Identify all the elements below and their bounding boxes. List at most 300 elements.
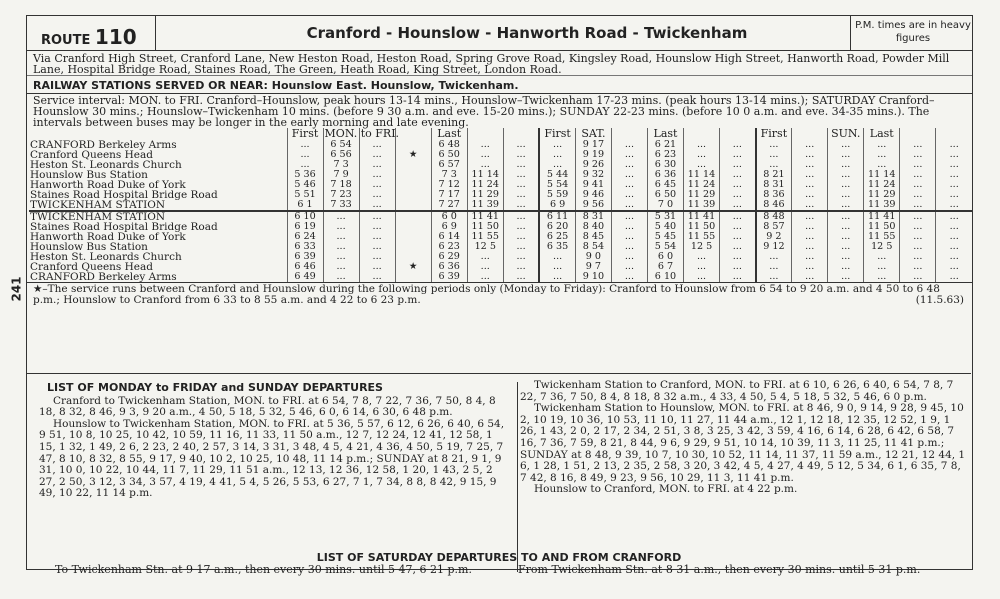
- time-cell: 6 9: [539, 200, 575, 211]
- time-cell: [395, 170, 431, 180]
- time-cell: 7 12: [431, 180, 467, 190]
- list-paragraph: Twickenham Station to Hounslow, MON. to FRI. at 8 46, 9 0, 9 14, 9 28, 9 45, 10 2, 10 19, 10 36, 10 53, 11 10, 11 27, 11 44 a.m., 12 1, 12 18, 12 35, 12 52, 1 9, 1 26, 1 43, 2 0, 2 17, 2 34, 2 51, 3 8, 3 25, 3 42, 3 59, 4 16, 6 14, 6 28, 6 42, 6 58, 7 16, 7 36, 7 59, 8 21, 8 44, 9 6, 9 29, 9 51, 10 14, 10 39, 11 3, 11 25, 11 41 p.m.; SUNDAY at 8 48, 9 39, 10 7, 10 30, 10 52, 11 14, 11 37, 11 59 a.m., 12 21, 12 44, 1 6, 1 28, 1 51, 2 13, 2 35, 2 58, 3 20, 3 42, 4 5, 4 27, 4 49, 5 12, 5 34, 6 1, 6 35, 7 8, 7 42, 8 16, 8 49, 9 23, 9 56, 10 29, 11 3, 11 41 p.m.: [520, 402, 966, 484]
- time-cell: ...: [467, 252, 503, 262]
- time-cell: ...: [936, 140, 972, 150]
- time-cell: ...: [936, 160, 972, 170]
- time-cell: 11 24: [467, 180, 503, 190]
- time-cell: ...: [611, 160, 647, 170]
- time-cell: 11 41: [684, 211, 720, 222]
- time-cell: 11 39: [467, 200, 503, 211]
- column-header: SUN.: [828, 128, 864, 140]
- column-header: SAT.: [575, 128, 611, 140]
- time-cell: 9 19: [575, 150, 611, 160]
- time-cell: 7 9: [323, 170, 359, 180]
- time-cell: ...: [936, 190, 972, 200]
- time-cell: 7 27: [431, 200, 467, 211]
- time-cell: ...: [936, 211, 972, 222]
- time-cell: ...: [792, 180, 828, 190]
- time-cell: ...: [900, 252, 936, 262]
- time-cell: 6 24: [287, 232, 323, 242]
- time-cell: ...: [503, 252, 539, 262]
- time-cell: ...: [756, 150, 792, 160]
- time-cell: 5 54: [539, 180, 575, 190]
- time-cell: ...: [359, 272, 395, 282]
- time-cell: ...: [323, 252, 359, 262]
- time-cell: [395, 200, 431, 211]
- time-cell: ...: [864, 252, 900, 262]
- time-cell: 8 46: [756, 200, 792, 211]
- time-cell: 6 57: [431, 160, 467, 170]
- time-cell: 6 54: [323, 140, 359, 150]
- time-cell: 11 50: [864, 222, 900, 232]
- timetable: [29, 128, 972, 282]
- list-title: LIST OF MONDAY to FRIDAY and SUNDAY DEPARTURES: [47, 381, 383, 394]
- time-cell: [395, 160, 431, 170]
- time-cell: ...: [287, 150, 323, 160]
- time-cell: ...: [792, 211, 828, 222]
- time-cell: ...: [684, 150, 720, 160]
- time-cell: ...: [792, 190, 828, 200]
- column-header: Last: [431, 128, 467, 140]
- time-cell: ...: [936, 262, 972, 272]
- time-cell: 5 54: [647, 242, 683, 252]
- time-cell: ...: [503, 170, 539, 180]
- time-cell: 8 21: [756, 170, 792, 180]
- stop-name: Hounslow Bus Station: [30, 241, 148, 253]
- time-cell: ...: [756, 160, 792, 170]
- time-cell: ...: [503, 262, 539, 272]
- time-cell: ...: [900, 222, 936, 232]
- time-cell: 12 5: [467, 242, 503, 252]
- time-cell: ...: [611, 140, 647, 150]
- time-cell: ...: [359, 200, 395, 211]
- footnote-text: ★–The service runs between Cranford and Hounslow during the following periods only (Monday to Friday): Cranford to Hounslow from 6 54 to 9 20 a.m. and 4 50 to 6 48 p.m.; Hounslow to Cranford from 6 33 to 8 55 a.m. and 4 22 to 6 23 p.m.: [33, 283, 940, 306]
- list-paragraph: Hounslow to Cranford, MON. to FRI. at 4 22 p.m.: [534, 483, 798, 496]
- time-cell: ...: [359, 222, 395, 232]
- time-cell: ...: [828, 262, 864, 272]
- time-cell: ...: [828, 180, 864, 190]
- time-cell: ...: [792, 160, 828, 170]
- time-cell: ...: [900, 150, 936, 160]
- list-paragraph: Twickenham Station to Cranford, MON. to FRI. at 6 10, 6 26, 6 40, 6 54, 7 8, 7 22, 7 36, 7 50, 8 4, 8 18, 8 32 a.m., 4 33, 4 50, 5 4, 5 18, 5 32, 5 46, 6 0 p.m.: [520, 379, 954, 403]
- time-cell: ★: [395, 262, 431, 272]
- time-cell: ...: [539, 160, 575, 170]
- time-cell: ...: [611, 180, 647, 190]
- time-cell: ...: [684, 252, 720, 262]
- time-cell: ...: [828, 242, 864, 252]
- time-cell: [395, 232, 431, 242]
- time-cell: 11 50: [684, 222, 720, 232]
- time-cell: ...: [611, 272, 647, 282]
- time-cell: 8 54: [575, 242, 611, 252]
- time-cell: 8 57: [756, 222, 792, 232]
- time-cell: 6 46: [287, 262, 323, 272]
- time-cell: ...: [359, 170, 395, 180]
- route-label: [41, 25, 137, 49]
- time-cell: 5 46: [287, 180, 323, 190]
- revision-date: (11.5.63): [915, 294, 964, 306]
- time-cell: 9 32: [575, 170, 611, 180]
- time-cell: ...: [611, 211, 647, 222]
- time-cell: 6 23: [647, 150, 683, 160]
- time-cell: 6 39: [431, 272, 467, 282]
- time-cell: 6 23: [431, 242, 467, 252]
- column-header: First: [756, 128, 792, 140]
- time-cell: ...: [828, 200, 864, 211]
- time-cell: ...: [539, 252, 575, 262]
- time-cell: ...: [611, 232, 647, 242]
- table-row: [29, 190, 972, 200]
- time-cell: ...: [720, 150, 756, 160]
- time-cell: 6 50: [431, 150, 467, 160]
- time-cell: ...: [864, 262, 900, 272]
- time-cell: 6 7: [647, 262, 683, 272]
- time-cell: 6 11: [539, 211, 575, 222]
- time-cell: 11 24: [684, 180, 720, 190]
- time-cell: 11 41: [467, 211, 503, 222]
- time-cell: ...: [359, 190, 395, 200]
- time-cell: ...: [720, 180, 756, 190]
- time-cell: ...: [936, 170, 972, 180]
- time-cell: ...: [792, 232, 828, 242]
- time-cell: ...: [720, 170, 756, 180]
- time-cell: 6 25: [539, 232, 575, 242]
- stop-name: CRANFORD Berkeley Arms: [30, 271, 177, 283]
- time-cell: ...: [792, 252, 828, 262]
- column-header: Last: [864, 128, 900, 140]
- stop-name: Heston St. Leonards Church: [30, 251, 182, 263]
- time-cell: ...: [467, 140, 503, 150]
- saturday-to: To Twickenham Stn. at 9 17 a.m., then every 30 mins. until 5 47, 6 21 p.m.: [55, 563, 472, 576]
- time-cell: 6 0: [431, 211, 467, 222]
- time-cell: ...: [756, 262, 792, 272]
- time-cell: ...: [359, 140, 395, 150]
- route-via: Via Cranford High Street, Cranford Lane, New Heston Road, Heston Road, Spring Grove Road, Kingsley Road, Hounslow High Street, Hanworth Road, Powder Mill Lane, Hospital Bridge Road, Staines Road, The Green, Heath Road, King Street, London Road.: [33, 52, 950, 76]
- time-cell: 6 21: [647, 140, 683, 150]
- time-cell: 6 36: [647, 170, 683, 180]
- time-cell: ...: [720, 211, 756, 222]
- time-cell: ...: [720, 232, 756, 242]
- time-cell: ...: [936, 272, 972, 282]
- time-cell: 11 39: [684, 200, 720, 211]
- table-row: [29, 140, 972, 150]
- time-cell: 7 17: [431, 190, 467, 200]
- time-cell: ...: [864, 272, 900, 282]
- time-cell: ...: [359, 232, 395, 242]
- time-cell: 9 46: [575, 190, 611, 200]
- time-cell: ...: [611, 150, 647, 160]
- time-cell: 9 7: [575, 262, 611, 272]
- time-cell: ...: [287, 160, 323, 170]
- time-cell: 6 33: [287, 242, 323, 252]
- time-cell: ...: [503, 222, 539, 232]
- time-cell: ...: [611, 252, 647, 262]
- table-row: [29, 160, 972, 170]
- time-cell: 6 1: [287, 200, 323, 211]
- time-cell: ...: [720, 222, 756, 232]
- time-cell: ...: [792, 170, 828, 180]
- railway-stations: RAILWAY STATIONS SERVED OR NEAR: Hounslow East. Hounslow, Twickenham.: [27, 75, 972, 94]
- stop-name: Hanworth Road Duke of York: [30, 179, 186, 191]
- time-cell: ...: [720, 242, 756, 252]
- time-cell: ...: [323, 211, 359, 222]
- time-cell: 11 14: [864, 170, 900, 180]
- time-cell: ...: [792, 150, 828, 160]
- time-cell: ...: [828, 160, 864, 170]
- time-cell: 5 51: [287, 190, 323, 200]
- time-cell: ...: [792, 242, 828, 252]
- page-number: 241: [9, 276, 24, 302]
- time-cell: 7 3: [323, 160, 359, 170]
- table-row: [29, 232, 972, 242]
- time-cell: ...: [792, 200, 828, 211]
- time-cell: 6 35: [539, 242, 575, 252]
- time-cell: 11 14: [684, 170, 720, 180]
- time-cell: ...: [936, 200, 972, 211]
- time-cell: ...: [900, 140, 936, 150]
- time-cell: ...: [828, 150, 864, 160]
- time-cell: ...: [359, 211, 395, 222]
- stop-name: TWICKENHAM STATION: [30, 199, 166, 211]
- header: [27, 16, 972, 51]
- time-cell: ...: [503, 211, 539, 222]
- time-cell: ...: [720, 272, 756, 282]
- time-cell: ...: [900, 272, 936, 282]
- stop-name: TWICKENHAM STATION: [29, 211, 287, 222]
- time-cell: 11 29: [864, 190, 900, 200]
- table-row: [29, 252, 972, 262]
- list-right: [520, 380, 968, 496]
- time-cell: ...: [323, 262, 359, 272]
- time-cell: 6 45: [647, 180, 683, 190]
- time-cell: ...: [828, 190, 864, 200]
- time-cell: ...: [900, 211, 936, 222]
- time-cell: 6 10: [287, 211, 323, 222]
- time-cell: [395, 211, 431, 222]
- time-cell: 6 39: [287, 252, 323, 262]
- time-cell: 5 36: [287, 170, 323, 180]
- time-cell: ...: [503, 242, 539, 252]
- time-cell: 11 14: [467, 170, 503, 180]
- time-cell: ...: [503, 190, 539, 200]
- time-cell: 7 23: [323, 190, 359, 200]
- time-cell: ...: [611, 200, 647, 211]
- time-cell: ...: [503, 160, 539, 170]
- time-cell: ...: [359, 252, 395, 262]
- time-cell: ...: [720, 252, 756, 262]
- footnote: [27, 282, 972, 307]
- time-cell: 11 29: [467, 190, 503, 200]
- time-cell: ...: [467, 160, 503, 170]
- time-cell: 9 12: [756, 242, 792, 252]
- time-cell: 7 0: [647, 200, 683, 211]
- route-title: Cranford - Hounslow - Hanworth Road - Twickenham: [306, 24, 748, 42]
- time-cell: ...: [864, 140, 900, 150]
- time-cell: [395, 180, 431, 190]
- time-cell: [395, 222, 431, 232]
- time-cell: 5 44: [539, 170, 575, 180]
- time-cell: ...: [684, 160, 720, 170]
- column-header: First: [539, 128, 575, 140]
- column-divider: [517, 382, 518, 572]
- time-cell: ...: [503, 200, 539, 211]
- list-left: [39, 380, 512, 500]
- time-cell: 8 31: [575, 211, 611, 222]
- time-cell: ...: [503, 140, 539, 150]
- time-cell: 6 36: [431, 262, 467, 272]
- time-cell: ...: [359, 242, 395, 252]
- time-cell: ...: [323, 272, 359, 282]
- list-paragraph: Hounslow to Twickenham Station, MON. to FRI. at 5 36, 5 57, 6 12, 6 26, 6 40, 6 54, 9 51, 10 8, 10 25, 10 42, 10 59, 11 16, 11 33, 11 50 a.m., 12 7, 12 24, 12 41, 12 58, 1 15, 1 32, 1 49, 2 6, 2 23, 2 40, 2 57, 3 14, 3 31, 3 48, 4 5, 4 21, 4 36, 4 50, 5 19, 7 25, 7 47, 8 10, 8 32, 8 55, 9 17, 9 40, 10 2, 10 25, 10 48, 11 14 p.m.; SUNDAY at 8 21, 9 1, 9 31, 10 0, 10 22, 10 44, 11 7, 11 29, 11 51 a.m., 12 13, 12 36, 12 58, 1 20, 1 43, 2 5, 2 27, 2 50, 3 12, 3 34, 3 57, 4 19, 4 41, 5 4, 5 26, 5 53, 6 27, 7 1, 7 34, 8 8, 8 42, 9 15, 9 49, 10 22, 11 14 p.m.: [39, 417, 505, 500]
- time-cell: ...: [539, 140, 575, 150]
- time-cell: ...: [864, 150, 900, 160]
- header-divider: [155, 16, 156, 51]
- time-cell: ...: [792, 272, 828, 282]
- time-cell: 8 31: [756, 180, 792, 190]
- time-cell: ...: [864, 160, 900, 170]
- time-cell: ...: [900, 242, 936, 252]
- time-cell: 6 48: [431, 140, 467, 150]
- time-cell: 11 55: [467, 232, 503, 242]
- time-cell: 6 49: [287, 272, 323, 282]
- time-cell: 7 33: [323, 200, 359, 211]
- stop-name: Staines Road Hospital Bridge Road: [30, 189, 218, 201]
- column-header: First: [287, 128, 323, 140]
- time-cell: ...: [467, 150, 503, 160]
- time-cell: ...: [936, 180, 972, 190]
- time-cell: 9 26: [575, 160, 611, 170]
- time-cell: 9 56: [575, 200, 611, 211]
- time-cell: ...: [900, 180, 936, 190]
- time-cell: 9 10: [575, 272, 611, 282]
- time-cell: 5 45: [647, 232, 683, 242]
- time-cell: 6 29: [431, 252, 467, 262]
- departure-lists: [27, 373, 971, 576]
- header-divider: [850, 16, 851, 51]
- time-cell: 6 14: [431, 232, 467, 242]
- time-cell: ...: [900, 200, 936, 211]
- time-cell: 6 19: [287, 222, 323, 232]
- time-cell: 11 29: [684, 190, 720, 200]
- time-cell: ...: [503, 232, 539, 242]
- time-cell: 8 36: [756, 190, 792, 200]
- stop-name: Hanworth Road Duke of York: [30, 231, 186, 243]
- timetable-frame: [26, 15, 973, 576]
- time-cell: ...: [756, 272, 792, 282]
- time-cell: [395, 272, 431, 282]
- time-cell: 8 45: [575, 232, 611, 242]
- time-cell: ★: [395, 150, 431, 160]
- time-cell: ...: [503, 180, 539, 190]
- time-cell: ...: [720, 262, 756, 272]
- time-cell: ...: [936, 232, 972, 242]
- time-cell: ...: [756, 140, 792, 150]
- stop-name: CRANFORD Berkeley Arms: [30, 139, 177, 151]
- time-cell: 11 50: [467, 222, 503, 232]
- time-cell: ...: [900, 170, 936, 180]
- time-cell: ...: [611, 170, 647, 180]
- time-cell: ...: [720, 140, 756, 150]
- time-cell: 9 41: [575, 180, 611, 190]
- time-cell: 12 5: [684, 242, 720, 252]
- saturday-title: LIST OF SATURDAY DEPARTURES TO AND FROM CRANFORD: [316, 551, 682, 564]
- time-cell: 5 59: [539, 190, 575, 200]
- column-header: [395, 128, 431, 140]
- time-cell: 11 55: [684, 232, 720, 242]
- list-paragraph: Cranford to Twickenham Station, MON. to FRI. at 6 54, 7 8, 7 22, 7 36, 7 50, 8 4, 8 18, 8 32, 8 46, 9 3, 9 20 a.m., 4 50, 5 18, 5 32, 5 46, 6 0, 6 14, 6 30, 6 48 p.m.: [39, 394, 496, 419]
- time-cell: 9 17: [575, 140, 611, 150]
- time-cell: 8 40: [575, 222, 611, 232]
- table-row: [29, 200, 972, 211]
- time-cell: ...: [539, 150, 575, 160]
- pm-note: P.M. times are in heavy figures: [855, 20, 971, 44]
- time-cell: 11 41: [864, 211, 900, 222]
- stop-name: Cranford Queens Head: [30, 149, 154, 161]
- time-cell: ...: [467, 262, 503, 272]
- time-cell: 5 31: [647, 211, 683, 222]
- time-cell: ...: [323, 222, 359, 232]
- time-cell: ...: [936, 242, 972, 252]
- time-cell: 6 0: [647, 252, 683, 262]
- saturday-from: From Twickenham Stn. at 8 31 a.m., then every 30 mins. until 5 31 p.m.: [518, 563, 921, 576]
- time-cell: 12 5: [864, 242, 900, 252]
- time-cell: ...: [503, 150, 539, 160]
- time-cell: ...: [720, 190, 756, 200]
- time-cell: 9 2: [756, 232, 792, 242]
- time-cell: 5 40: [647, 222, 683, 232]
- time-cell: ...: [684, 140, 720, 150]
- time-cell: [395, 242, 431, 252]
- time-cell: 9 0: [575, 252, 611, 262]
- time-cell: 11 24: [864, 180, 900, 190]
- time-cell: ...: [539, 272, 575, 282]
- time-cell: 6 10: [647, 272, 683, 282]
- time-cell: ...: [792, 262, 828, 272]
- column-header: MON. to FRI.: [324, 127, 400, 140]
- time-cell: ...: [900, 160, 936, 170]
- time-cell: ...: [828, 272, 864, 282]
- time-cell: ...: [684, 272, 720, 282]
- stop-name: Cranford Queens Head: [30, 261, 154, 273]
- route-number: 110: [94, 25, 137, 49]
- time-cell: ...: [828, 232, 864, 242]
- time-cell: 11 39: [864, 200, 900, 211]
- time-cell: ...: [359, 262, 395, 272]
- time-cell: ...: [359, 150, 395, 160]
- time-cell: ...: [287, 140, 323, 150]
- time-cell: ...: [323, 232, 359, 242]
- time-cell: ...: [900, 262, 936, 272]
- time-cell: ...: [936, 252, 972, 262]
- time-cell: ...: [323, 242, 359, 252]
- route-word: ROUTE: [41, 33, 91, 48]
- time-cell: 6 9: [431, 222, 467, 232]
- time-cell: ...: [900, 232, 936, 242]
- time-cell: ...: [359, 160, 395, 170]
- time-cell: ...: [611, 242, 647, 252]
- time-cell: ...: [611, 190, 647, 200]
- time-cell: ...: [792, 140, 828, 150]
- time-cell: ...: [792, 222, 828, 232]
- time-cell: [395, 190, 431, 200]
- time-cell: ...: [467, 272, 503, 282]
- time-cell: ...: [720, 200, 756, 211]
- time-cell: ...: [503, 272, 539, 282]
- time-cell: 6 30: [647, 160, 683, 170]
- time-cell: ...: [684, 262, 720, 272]
- time-cell: ...: [611, 222, 647, 232]
- table-row: [29, 272, 972, 282]
